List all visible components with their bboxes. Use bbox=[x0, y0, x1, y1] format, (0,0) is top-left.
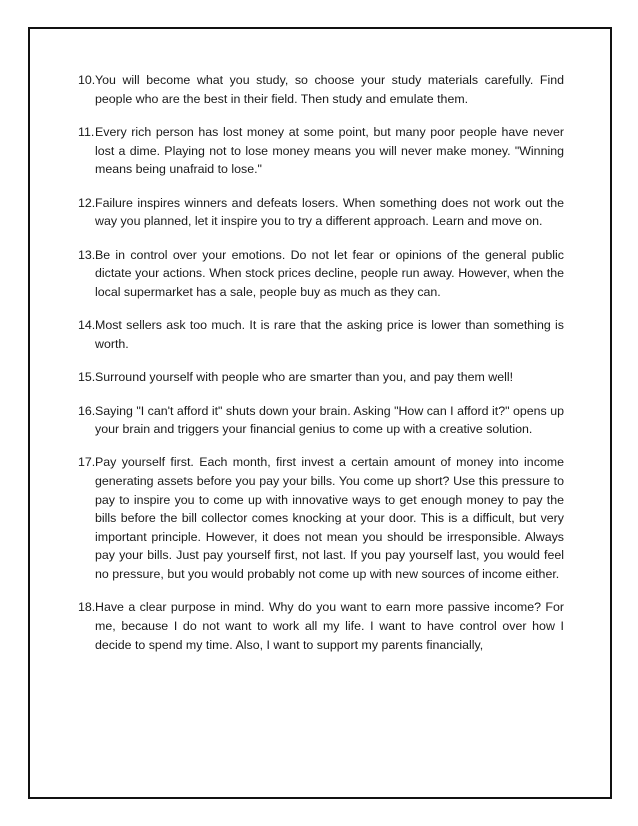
list-item-17 bbox=[78, 453, 564, 583]
list-item-12 bbox=[78, 194, 564, 231]
item-text: Every rich person has lost money at some point, but many poor people have never lost a dime. Playing not to lose money means you will never make money. "Winning means being unafraid to lose." bbox=[95, 124, 564, 177]
item-number: 15. bbox=[78, 370, 96, 385]
list-item-13 bbox=[78, 246, 564, 302]
list-item-11 bbox=[78, 123, 564, 179]
item-text: Pay yourself first. Each month, first invest a certain amount of money into income generating assets before you pay your bills. You come up short? Use this pressure to pay to inspire you to come up with innovative ways to get enough money to pay the bills before the bill collector comes knocking at your door. This is a difficult, but very important principle. However, it does not mean you should be irresponsible. Always pay your bills. Just pay yourself first, not last. If you pay yourself last, you would feel no pressure, but you would probably not come up with new sources of income either. bbox=[95, 455, 564, 582]
list-item-15 bbox=[78, 368, 564, 387]
item-text: Surround yourself with people who are smarter than you, and pay them well! bbox=[95, 370, 514, 385]
list-item-18 bbox=[78, 598, 564, 654]
numbered-list bbox=[78, 71, 564, 669]
list-item-16 bbox=[78, 402, 564, 439]
item-number: 10. bbox=[78, 73, 96, 87]
item-text: Be in control over your emotions. Do not let fear or opinions of the general public dictate your actions. When stock prices decline, people run away. However, when the local supermarket has a sale, people buy as much as they can. bbox=[95, 247, 564, 299]
item-number: 16. bbox=[78, 403, 96, 418]
item-number: 17. bbox=[78, 455, 96, 470]
item-text: Failure inspires winners and defeats losers. When something does not work out the way you planned, let it inspire you to try a different approach. Learn and move on. bbox=[95, 195, 564, 229]
item-number: 18. bbox=[78, 600, 96, 615]
item-text: Have a clear purpose in mind. Why do you want to earn more passive income? For me, because I do not want to work all my life. I want to have control over how I decide to spend my time. Also, I want to support my parents financially, bbox=[95, 600, 564, 652]
item-number: 13. bbox=[78, 247, 96, 262]
list-item-14 bbox=[78, 316, 564, 353]
item-number: 14. bbox=[78, 318, 96, 333]
item-text: Most sellers ask too much. It is rare that the asking price is lower than something is worth. bbox=[95, 318, 564, 351]
list-item-10 bbox=[78, 71, 564, 108]
item-text: Saying "I can't afford it" shuts down your brain. Asking "How can I afford it?" opens up your brain and triggers your financial genius to come up with a creative solution. bbox=[95, 403, 564, 437]
item-number: 11. bbox=[78, 124, 95, 139]
item-number: 12. bbox=[78, 195, 96, 210]
item-text: You will become what you study, so choose your study materials carefully. Find people who are the best in their field. Then study and emulate them. bbox=[95, 73, 564, 106]
